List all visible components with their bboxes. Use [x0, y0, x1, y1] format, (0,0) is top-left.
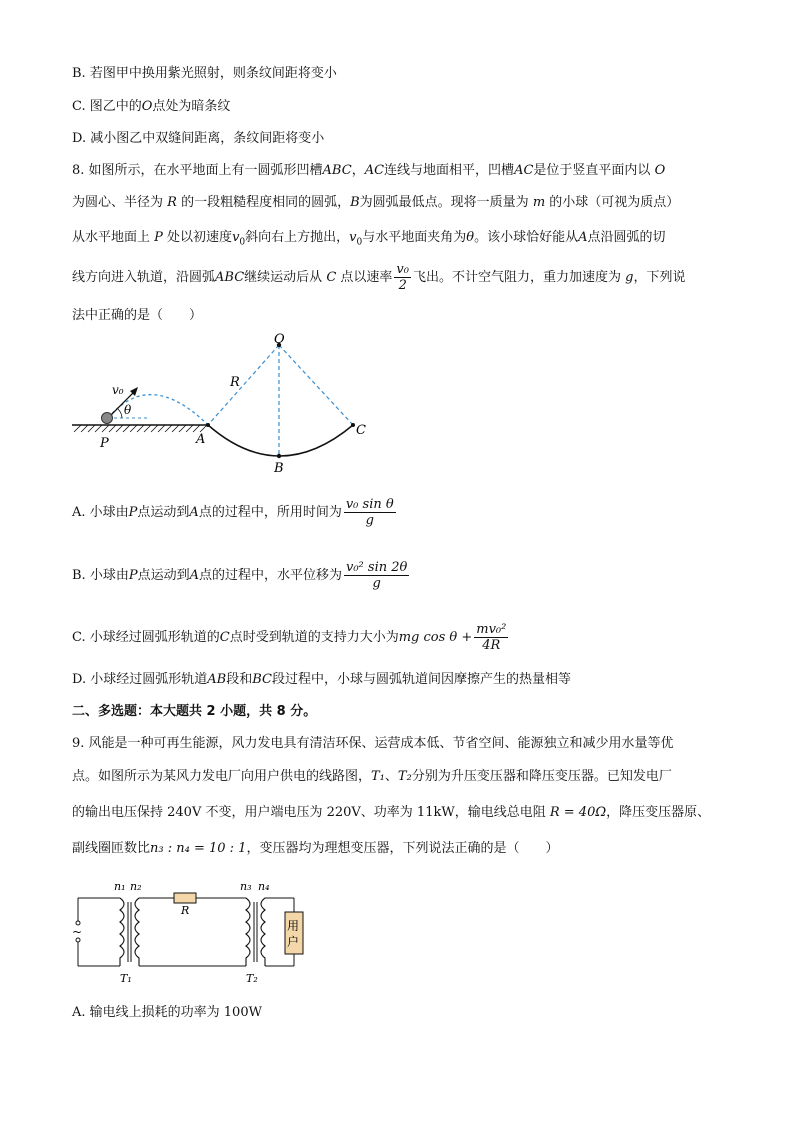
label-theta: θ	[124, 403, 132, 417]
label-r: R	[230, 375, 240, 390]
ball-icon	[102, 413, 113, 424]
q8-figure	[70, 332, 370, 477]
label-n4: n₄	[258, 880, 270, 893]
label-b: B	[274, 461, 284, 476]
q8-stem-line1: 8. 如图所示，在水平地面上有一圆弧形凹槽ABC，AC连线与地面相平，凹槽AC是位于竖直平面内以 O	[72, 163, 666, 178]
trajectory-path	[108, 395, 208, 425]
label-o: O	[274, 332, 285, 347]
q9-stem-line2: 点。如图所示为某风力发电厂向用户供电的线路图，T₁、T₂分别为升压变压器和降压变压器。已知发电厂	[72, 769, 672, 784]
label-p: P	[100, 436, 109, 451]
arc-abc	[208, 425, 353, 456]
q9-stem-line3: 的输出电压保持 240V 不变，用户端电压为 220V、功率为 11kW，输电线总电阻 R = 40Ω，降压变压器原、	[72, 805, 711, 820]
ac-symbol: ~	[72, 925, 83, 939]
resistor-r	[174, 893, 196, 903]
q8-option-d: D. 小球经过圆弧形轨道AB段和BC段过程中，小球与圆弧轨道间因摩擦产生的热量相等	[72, 672, 571, 687]
q7-option-c: C. 图乙中的O点处为暗条纹	[72, 99, 231, 114]
q9-stem-line1: 9. 风能是一种可再生能源，风力发电具有清洁环保、运营成本低、节省空间、能源独立和减少用水量等优	[72, 736, 674, 751]
user-label-2: 户	[287, 935, 300, 949]
q7-option-b: B. 若图甲中换用紫光照射，则条纹间距将变小	[72, 66, 337, 81]
label-t2: T₂	[246, 972, 258, 985]
q8-stem-line3: 从水平地面上 P 处以初速度$v_0$斜向右上方抛出，$v_0$与水平地面夹角为θ。该小球恰好能从A点沿圆弧的切	[72, 230, 666, 248]
q7-option-d: D. 减小图乙中双缝间距离，条纹间距将变小	[72, 131, 325, 146]
q8-stem-line5: 法中正确的是（ ）	[72, 308, 203, 323]
label-n2: n₂	[130, 880, 142, 893]
q9-option-a: A. 输电线上损耗的功率为 100W	[72, 1005, 262, 1020]
label-t1: T₁	[120, 972, 132, 985]
label-r: R	[181, 904, 190, 917]
label-n3: n₃	[240, 880, 252, 893]
q8-option-c: C. 小球经过圆弧形轨道的C点时受到轨道的支持力大小为mg cos θ + $\frac{\text{mv₀²}}{4R}$	[72, 622, 507, 653]
label-v0: v₀	[112, 383, 124, 397]
q8-option-a: A. 小球由P点运动到A点的过程中，所用时间为 $\frac{\text{v₀ sin θ}}{g}$	[72, 497, 394, 528]
label-a: A	[196, 432, 206, 447]
q8-option-b: B. 小球由P点运动到A点的过程中，水平位移为 $\frac{\text{v₀² sin 2θ}}{g}$	[72, 560, 408, 591]
q9-stem-line4: 副线圈匝数比n₃ : n₄ = 10 : 1，变压器均为理想变压器，下列说法正确的是（ ）	[72, 841, 559, 856]
q8-stem-line2: 为圆心、半径为 R 的一段粗糙程度相同的圆弧，B为圆弧最低点。现将一质量为 m 的小球（可视为质点）	[72, 195, 680, 210]
q9-circuit-figure	[68, 878, 318, 990]
q8-speed-fraction: $\frac{\text{v₀}}{2}$	[396, 262, 409, 293]
section-heading: 二、多选题：本大题共 2 小题，共 8 分。	[72, 704, 317, 719]
label-c: C	[356, 423, 366, 438]
label-n1: n₁	[114, 880, 126, 893]
user-label-1: 用	[287, 919, 300, 933]
q8-stem-line4: 线方向进入轨道，沿圆弧ABC继续运动后从 C 点以速率 $\frac{\text{v₀}}{2}$ 飞出。不计空气阻力，重力加速度为 g，下列说	[72, 262, 686, 293]
